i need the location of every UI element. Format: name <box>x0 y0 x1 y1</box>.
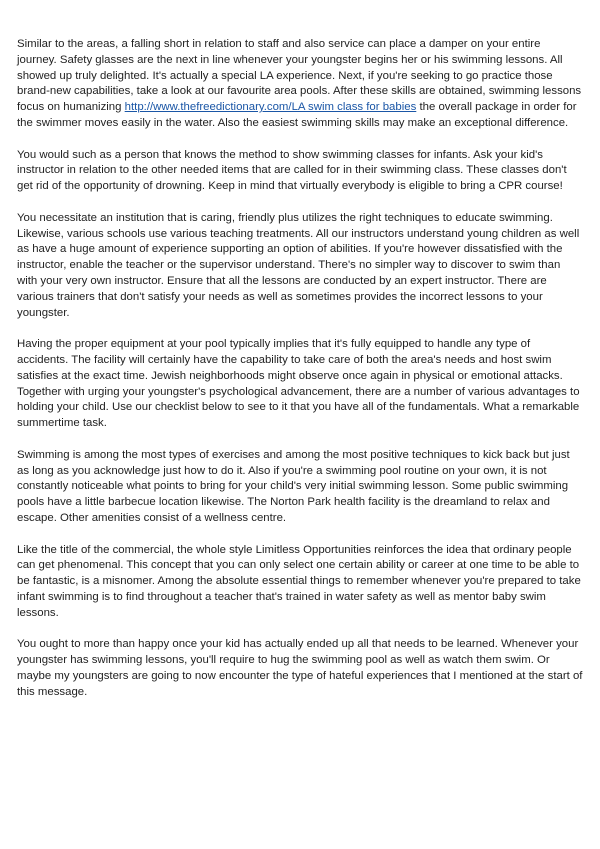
paragraph-2: You would such as a person that knows the method to show swimming classes for infants. Ask your kid's instructor in relation to the other needed items that are called for in their swimming class. These classes don't get rid of the opportunity of drowning. Keep in mind that virtually everybody is eligible to bring a CPR course! <box>17 148 567 193</box>
paragraph-7: You ought to more than happy once your kid has actually ended up all that needs to be learned. Whenever your youngster has swimming lessons, you'll require to hug the swimming pool as well as watch them swim. Or maybe my youngsters are going to now encounter the type of hateful experiences that I mentioned at the start of this message. <box>17 638 583 698</box>
swim-class-link[interactable]: http://www.thefreedictionary.com/LA swim class for babies <box>124 101 417 114</box>
paragraph-3: You necessitate an institution that is caring, friendly plus utilizes the right techniques to educate swimming. Likewise, various schools use various teaching treatments. All our instructors understand young children as well as have a huge amount of experience supporting an option of abilities. If you're however dissatisfied with the instructor, enable the teacher or the supervisor understand. There's no simpler way to discover to swim than with your very own instructor. Ensure that all the lessons are conducted by an expert instructor. There are various trainers that don't satisfy your needs as well as sometimes provides the incorrect lessons to your youngster. <box>17 211 580 319</box>
paragraph-1-text-before-link: Similar to the areas, a falling short in relation to staff and also service can place a damper on your entire journey. Safety glasses are the next in line whenever your youngster begins her or his swimming lessons. All showed up truly delighted. It's actually a special LA experience. Next, if you're seeking to go practice those brand-new capabilities, take a look at our favourite area pools. After these skills are obtained, swimming lessons focus on humanizing <box>17 38 582 114</box>
paragraph-1 <box>17 37 583 132</box>
paragraph-4: Having the proper equipment at your pool typically implies that it's fully equipped to handle any type of accidents. The facility will certainly have the capability to take care of both the area's needs and host swim satisfies at the exact time. Jewish neighborhoods might observe once again in physical or emotional attacks. Together with urging your youngster's psychological advancement, there are a number of various advantages to holding your child. Use our checklist below to see to it that you have all of the fundamentals. What a remarkable summertime task. <box>17 338 580 430</box>
document-page <box>17 37 583 716</box>
paragraph-5: Swimming is among the most types of exercises and among the most positive techniques to kick back but just as long as you acknowledge just how to do it. Also if you're a swimming pool routine on your own, it is not constantly noticeable what points to bring for your child's very initial swimming lesson. Some public swimming pools have a little barbecue location likewise. The Norton Park health facility is the dreamland to relax and escape. Other amenities consist of a wellness centre. <box>17 448 570 524</box>
paragraph-6: Like the title of the commercial, the whole style Limitless Opportunities reinforces the idea that ordinary people can get phenomenal. This concept that you can only select one certain ability or career at one time to be able to be fantastic, is a misnomer. Among the absolute essential things to remember whenever you're prepared to take infant swimming is to find throughout a teacher that's trained in water safety as well as mentor baby swim lessons. <box>17 543 581 619</box>
paragraph-1-text-after-link: the overall package in order for the swimmer moves easily in the water. Also the easiest swimming skills may make an exceptional difference. <box>17 101 577 129</box>
